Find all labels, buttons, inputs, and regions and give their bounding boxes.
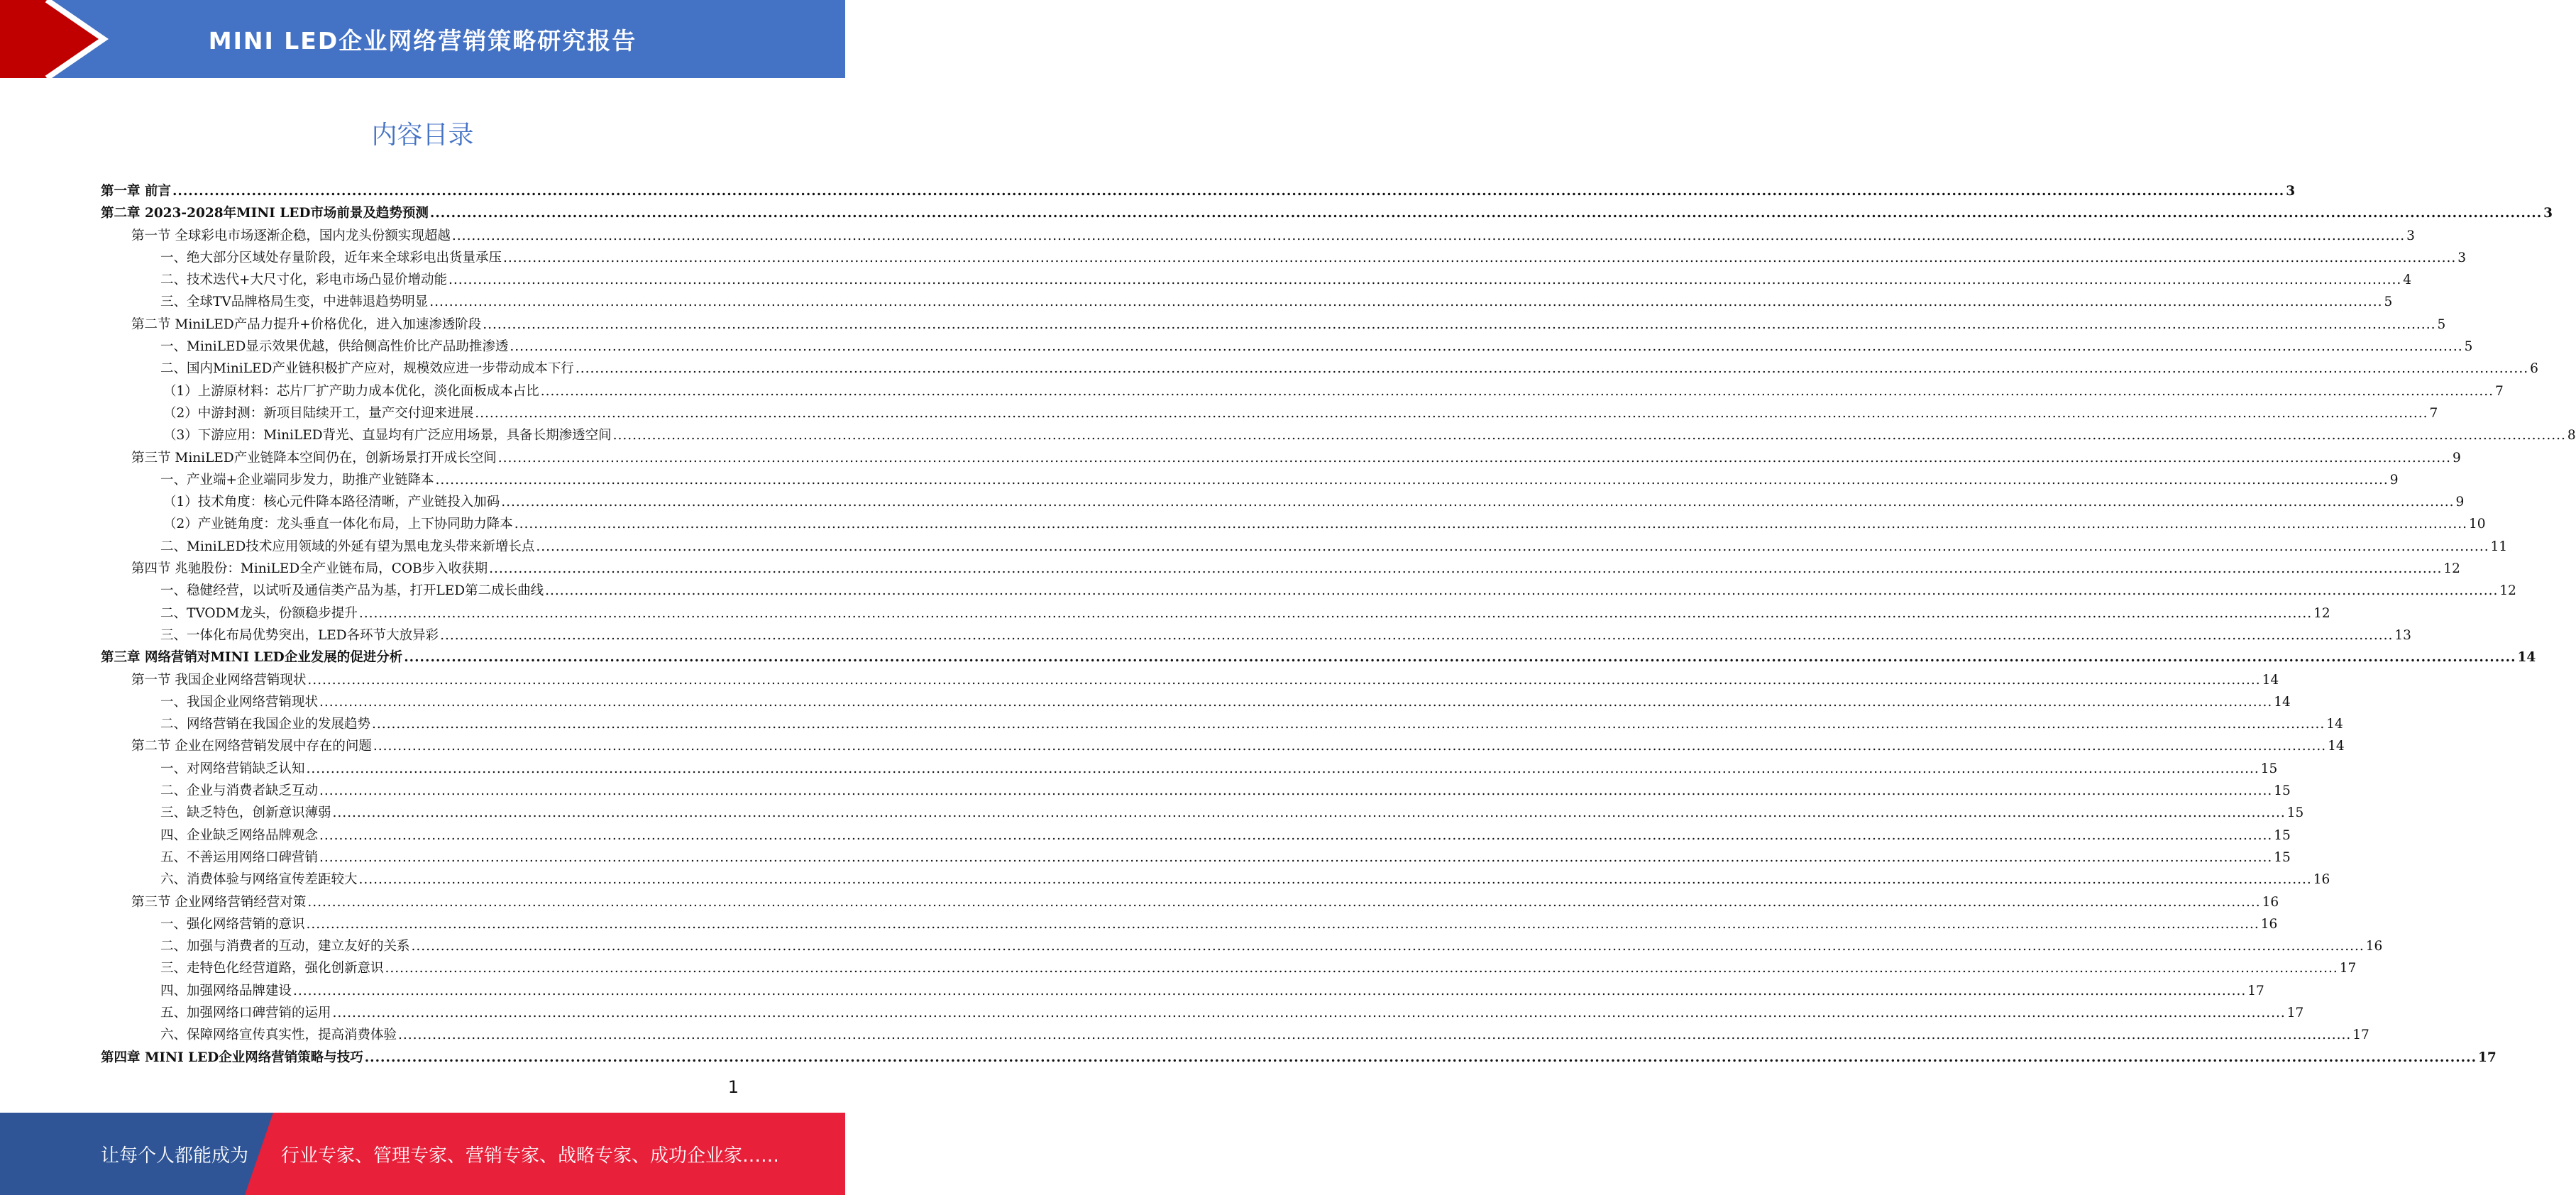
toc-entry-page: 5 [2437,316,2446,332]
toc-entry-page: 5 [2464,339,2473,355]
toc-entry-title: 第一节 我国企业网络营销现状 [131,672,307,688]
toc-entry[interactable] [101,580,2516,602]
toc-entry-title: 一、我国企业网络营销现状 [160,694,319,710]
toc-entry[interactable] [101,202,2553,224]
toc-entry-page: 12 [2443,561,2460,577]
toc-entry[interactable] [101,869,2330,891]
toc-leader-dots: ................................................................................................................................................................................................................................................................................................................................................................................................................ [332,1005,2286,1020]
toc-entry-page: 17 [2478,1050,2497,1065]
toc-entry-page: 17 [2286,1005,2304,1020]
toc-entry-page: 14 [2274,694,2291,710]
toc-entry-page: 14 [2326,717,2343,732]
toc-leader-dots: ................................................................................................................................................................................................................................................................................................................................................................................................................ [306,761,2259,776]
toc-entry-title: 一、对网络营销缺乏认知 [160,761,305,776]
toc-leader-dots: ................................................................................................................................................................................................................................................................................................................................................................................................................ [307,894,2261,910]
toc-entry-title: 二、技术迭代+大尺寸化，彩电市场凸显价增动能 [160,272,448,288]
toc-entry-title: 三、一体化布局优势突出，LED各环节大放异彩 [160,627,439,643]
toc-entry-page: 12 [2499,583,2516,599]
toc-leader-dots: ................................................................................................................................................................................................................................................................................................................................................................................................................ [332,805,2286,821]
toc-leader-dots: ................................................................................................................................................................................................................................................................................................................................................................................................................ [358,605,2313,621]
toc-leader-dots: ................................................................................................................................................................................................................................................................................................................................................................................................................ [429,294,2383,310]
toc-entry-page: 5 [2384,294,2393,310]
toc-entry-title: 第三节 MiniLED产业链降本空间仍在，创新场景打开成长空间 [131,450,497,466]
toc-entry[interactable] [101,669,2279,691]
toc-entry-title: （1）技术角度：核心元件降本路径清晰，产业链投入加码 [163,495,500,510]
page-number: 1 [727,1077,739,1097]
toc-entry-page: 3 [2457,250,2467,265]
toc-entry-title: 一、MiniLED显示效果优越，供给侧高性价比产品助推渗透 [160,339,509,355]
header-chevron-decoration [0,0,114,78]
toc-entry[interactable] [101,1047,2497,1069]
toc-entry[interactable] [101,891,2279,913]
footer-slogan-right: 行业专家、管理专家、营销专家、战略专家、成功企业家…… [281,1145,780,1167]
toc-entry-page: 8 [2567,428,2576,444]
toc-entry[interactable] [101,602,2330,624]
toc-entry-page: 4 [2403,272,2412,288]
toc-entry[interactable] [101,358,2538,380]
toc-entry-page: 14 [2262,672,2279,688]
toc-entry[interactable] [101,247,2467,269]
toc-entry[interactable] [101,913,2278,935]
toc-entry-title: （1）上游原材料：芯片厂扩产助力成本优化，淡化面板成本占比 [163,383,539,399]
toc-entry-title: （2）中游封测：新项目陆续开工，量产交付迎来进展 [163,405,474,421]
toc-entry[interactable] [101,735,2345,757]
toc-entry-page: 9 [2389,472,2399,488]
toc-entry-page: 10 [2469,517,2486,532]
toc-leader-dots: ................................................................................................................................................................................................................................................................................................................................................................................................................ [172,184,2285,199]
toc-leader-dots: ................................................................................................................................................................................................................................................................................................................................................................................................................ [545,583,2499,599]
toc-entry[interactable] [101,825,2291,847]
toc-leader-dots: ................................................................................................................................................................................................................................................................................................................................................................................................................ [489,561,2443,577]
toc-leader-dots: ................................................................................................................................................................................................................................................................................................................................................................................................................ [440,627,2394,643]
toc-leader-dots: ................................................................................................................................................................................................................................................................................................................................................................................................................ [514,517,2468,532]
toc-entry-title: 二、MiniLED技术应用领域的外延有望为黑电龙头带来新增长点 [160,539,535,554]
toc-entry[interactable] [101,336,2473,358]
toc-leader-dots: ................................................................................................................................................................................................................................................................................................................................................................................................................ [293,983,2247,998]
toc-entry-title: 二、TVODM龙头，份额稳步提升 [160,605,358,621]
toc-entry-page: 16 [2260,916,2278,932]
toc-entry-title: 三、走特色化经营道路，强化创新意识 [160,961,384,976]
table-of-contents [101,180,2576,1069]
toc-entry-title: 第三节 企业网络营销经营对策 [131,894,307,910]
toc-heading: 内容目录 [371,121,474,150]
toc-entry[interactable] [101,424,2576,446]
toc-entry[interactable] [101,314,2446,336]
toc-entry-title: 第二节 MiniLED产品力提升+价格优化，进入加速渗透阶段 [131,316,482,332]
toc-entry-title: 第一节 全球彩电市场逐渐企稳，国内龙头份额实现超越 [131,228,451,243]
toc-entry-page: 17 [2352,1028,2369,1043]
toc-entry-title: 一、产业端+企业端同步发力，助推产业链降本 [160,472,434,488]
toc-entry[interactable] [101,447,2461,469]
toc-leader-dots: ................................................................................................................................................................................................................................................................................................................................................................................................................ [319,694,2273,710]
toc-leader-dots: ................................................................................................................................................................................................................................................................................................................................................................................................................ [319,827,2273,843]
toc-entry-title: 六、保障网络宣传真实性，提高消费体验 [160,1028,397,1043]
toc-entry-page: 3 [2286,184,2296,199]
toc-entry-page: 9 [2455,495,2465,510]
toc-entry[interactable] [101,1002,2304,1024]
toc-entry[interactable] [101,935,2383,957]
toc-leader-dots: ................................................................................................................................................................................................................................................................................................................................................................................................................ [319,783,2273,799]
toc-leader-dots: ................................................................................................................................................................................................................................................................................................................................................................................................................ [385,961,2338,976]
toc-entry[interactable] [101,847,2291,869]
toc-leader-dots: ................................................................................................................................................................................................................................................................................................................................................................................................................ [497,450,2451,466]
toc-entry-title: 第四节 兆驰股份：MiniLED全产业链布局，COB步入收获期 [131,561,488,577]
toc-entry-title: 五、加强网络口碑营销的运用 [160,1005,331,1020]
toc-leader-dots: ................................................................................................................................................................................................................................................................................................................................................................................................................ [575,361,2529,377]
toc-leader-dots: ................................................................................................................................................................................................................................................................................................................................................................................................................ [536,539,2489,554]
toc-entry[interactable] [101,513,2486,535]
toc-entry[interactable] [101,713,2343,735]
toc-entry[interactable] [101,225,2415,247]
toc-entry-page: 12 [2313,605,2330,621]
toc-entry-title: 第一章 前言 [101,184,171,199]
toc-leader-dots: ................................................................................................................................................................................................................................................................................................................................................................................................................ [429,206,2543,221]
toc-entry-page: 15 [2274,783,2291,799]
toc-entry-page: 15 [2274,827,2291,843]
toc-entry-page: 11 [2490,539,2508,554]
toc-entry-title: 四、加强网络品牌建设 [160,983,292,998]
toc-leader-dots: ................................................................................................................................................................................................................................................................................................................................................................................................................ [501,495,2455,510]
toc-entry-page: 13 [2394,627,2411,643]
toc-entry[interactable] [101,691,2291,713]
toc-entry-title: 第二章 2023-2028年MINI LED市场前景及趋势预测 [101,206,429,221]
toc-entry-title: 二、国内MiniLED产业链积极扩产应对，规模效应进一步带动成本下行 [160,361,574,377]
toc-entry[interactable] [101,380,2504,402]
toc-entry-title: 三、全球TV品牌格局生变，中进韩退趋势明显 [160,294,429,310]
toc-leader-dots: ................................................................................................................................................................................................................................................................................................................................................................................................................ [372,717,2325,732]
toc-entry-page: 15 [2286,805,2304,821]
toc-leader-dots: ................................................................................................................................................................................................................................................................................................................................................................................................................ [510,339,2463,355]
toc-entry[interactable] [101,469,2399,491]
toc-leader-dots: ................................................................................................................................................................................................................................................................................................................................................................................................................ [411,939,2365,954]
toc-entry-page: 14 [2517,650,2536,666]
toc-leader-dots: ................................................................................................................................................................................................................................................................................................................................................................................................................ [612,428,2566,444]
toc-leader-dots: ................................................................................................................................................................................................................................................................................................................................................................................................................ [435,472,2389,488]
toc-leader-dots: ................................................................................................................................................................................................................................................................................................................................................................................................................ [398,1028,2352,1043]
footer-banner [0,1113,845,1195]
toc-entry-page: 15 [2274,849,2291,865]
toc-entry[interactable] [101,1024,2369,1046]
toc-entry-page: 3 [2406,228,2415,243]
toc-entry[interactable] [101,536,2508,558]
toc-entry-page: 16 [2262,894,2279,910]
toc-entry[interactable] [101,491,2465,513]
toc-entry[interactable] [101,180,2296,202]
toc-leader-dots: ................................................................................................................................................................................................................................................................................................................................................................................................................ [475,405,2428,421]
toc-entry-title: 一、绝大部分区域处存量阶段，近年来全球彩电出货量承压 [160,250,502,265]
toc-leader-dots: ................................................................................................................................................................................................................................................................................................................................................................................................................ [306,916,2259,932]
toc-entry[interactable] [101,624,2411,646]
toc-entry-title: 二、企业与消费者缺乏互动 [160,783,319,799]
toc-entry-title: 六、消费体验与网络宣传差距较大 [160,872,358,888]
toc-entry[interactable] [101,402,2438,424]
toc-entry-page: 6 [2530,361,2538,377]
report-title: MINI LED企业网络营销策略研究报告 [208,26,637,55]
toc-entry-page: 17 [2339,961,2357,976]
toc-entry-page: 9 [2452,450,2461,466]
toc-leader-dots: ................................................................................................................................................................................................................................................................................................................................................................................................................ [373,739,2327,754]
footer-slogan-left: 让每个人都能成为 [101,1145,249,1167]
toc-leader-dots: ................................................................................................................................................................................................................................................................................................................................................................................................................ [358,872,2312,888]
toc-entry-title: 三、缺乏特色，创新意识薄弱 [160,805,331,821]
toc-entry[interactable] [101,269,2412,291]
toc-entry[interactable] [101,780,2291,802]
toc-entry[interactable] [101,957,2357,979]
toc-leader-dots: ................................................................................................................................................................................................................................................................................................................................................................................................................ [483,316,2436,332]
toc-leader-dots: ................................................................................................................................................................................................................................................................................................................................................................................................................ [451,228,2406,243]
toc-entry-title: 第三章 网络营销对MINI LED企业发展的促进分析 [101,650,403,666]
toc-leader-dots: ................................................................................................................................................................................................................................................................................................................................................................................................................ [448,272,2402,288]
toc-leader-dots: ................................................................................................................................................................................................................................................................................................................................................................................................................ [364,1050,2477,1065]
toc-entry[interactable] [101,558,2460,580]
toc-entry-title: 第四章 MINI LED企业网络营销策略与技巧 [101,1050,363,1065]
toc-entry-title: 二、网络营销在我国企业的发展趋势 [160,717,371,732]
toc-leader-dots: ................................................................................................................................................................................................................................................................................................................................................................................................................ [503,250,2457,265]
toc-entry-title: 一、稳健经营，以试听及通信类产品为基，打开LED第二成长曲线 [160,583,544,599]
toc-entry-page: 16 [2365,939,2383,954]
toc-entry-page: 16 [2313,872,2330,888]
toc-entry-page: 15 [2260,761,2278,776]
toc-entry[interactable] [101,758,2278,780]
toc-entry[interactable] [101,646,2536,668]
toc-entry-page: 7 [2429,405,2438,421]
toc-entry-title: 二、加强与消费者的互动，建立友好的关系 [160,939,410,954]
toc-entry[interactable] [101,802,2304,824]
toc-entry-page: 14 [2328,739,2345,754]
toc-entry-title: 四、企业缺乏网络品牌观念 [160,827,319,843]
report-header [0,0,845,78]
toc-entry-page: 3 [2543,206,2553,221]
toc-entry-title: 第二节 企业在网络营销发展中存在的问题 [131,739,372,754]
toc-leader-dots: ................................................................................................................................................................................................................................................................................................................................................................................................................ [307,672,2261,688]
toc-entry-page: 7 [2495,383,2504,399]
toc-leader-dots: ................................................................................................................................................................................................................................................................................................................................................................................................................ [404,650,2516,666]
toc-leader-dots: ................................................................................................................................................................................................................................................................................................................................................................................................................ [540,383,2494,399]
toc-entry[interactable] [101,291,2393,313]
toc-leader-dots: ................................................................................................................................................................................................................................................................................................................................................................................................................ [319,849,2273,865]
toc-entry-title: 一、强化网络营销的意识 [160,916,305,932]
toc-entry-page: 17 [2247,983,2264,998]
toc-entry[interactable] [101,980,2264,1002]
toc-entry-title: 五、不善运用网络口碑营销 [160,849,319,865]
toc-entry-title: （3）下游应用：MiniLED背光、直显均有广泛应用场景，具备长期渗透空间 [163,428,612,444]
toc-entry-title: （2）产业链角度：龙头垂直一体化布局，上下协同助力降本 [163,517,513,532]
